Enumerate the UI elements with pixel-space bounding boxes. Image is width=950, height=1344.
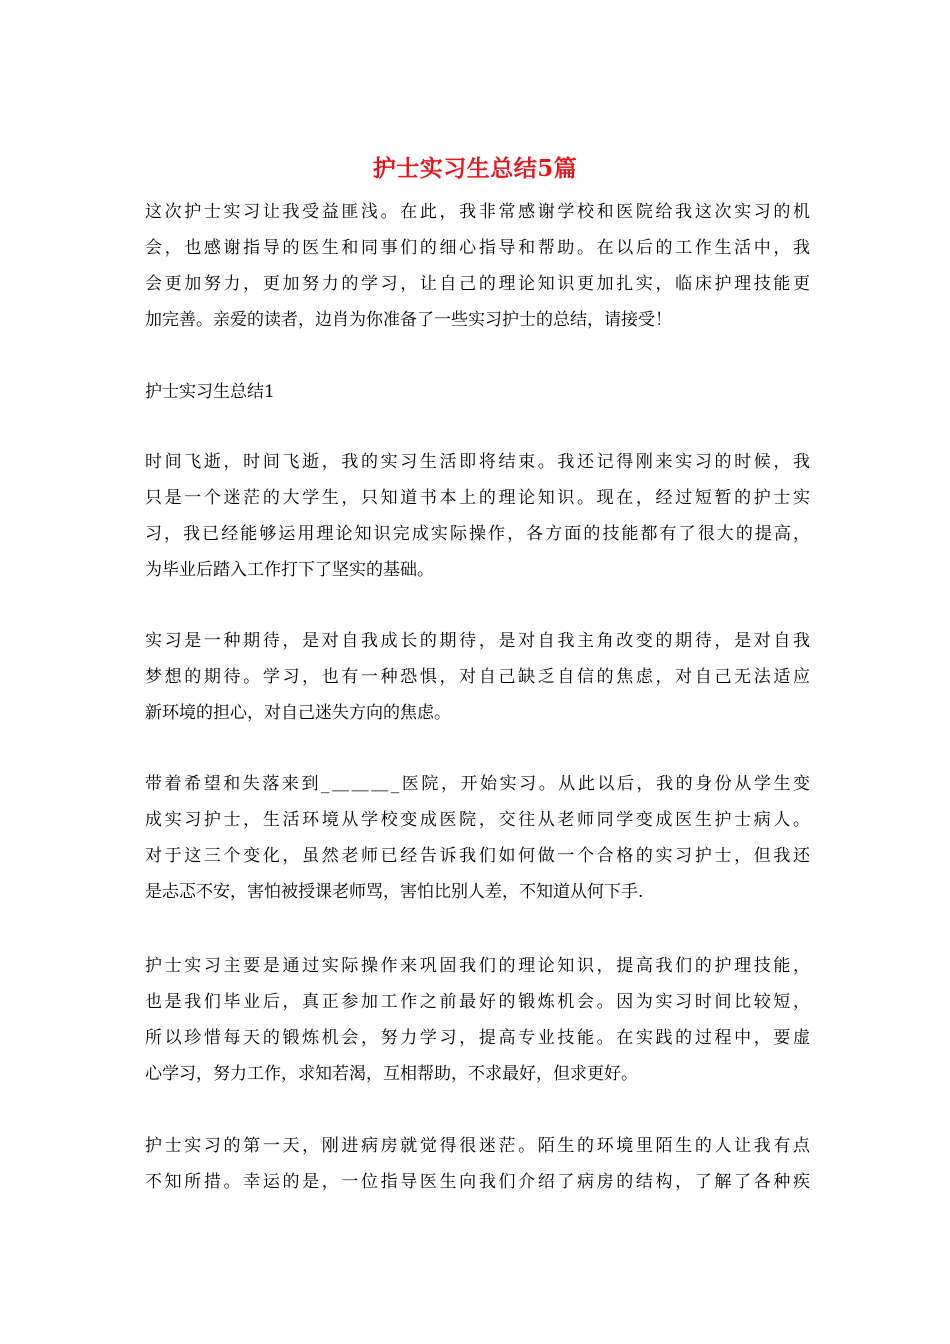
paragraph-line: 习，我已经能够运用理论知识完成实际操作，各方面的技能都有了很大的提高，	[145, 524, 810, 544]
body-paragraph	[145, 1128, 810, 1200]
paragraph-line: 是忐忑不安，害怕被授课老师骂，害怕比别人差，不知道从何下手.	[145, 882, 644, 902]
section-heading-text: 护士实习生总结1	[145, 382, 275, 402]
paragraph-line: 加完善。亲爱的读者，边肖为你准备了一些实习护士的总结，请接受！	[145, 310, 672, 330]
paragraph-line: 只是一个迷茫的大学生，只知道书本上的理论知识。现在，经过短暂的护士实	[145, 488, 810, 508]
paragraph-line: 为毕业后踏入工作打下了坚实的基础。	[145, 560, 434, 580]
paragraph-line: 会，也感谢指导的医生和同事们的细心指导和帮助。在以后的工作生活中，我	[145, 238, 810, 258]
paragraph-line: 梦想的期待。学习，也有一种恐惧，对自己缺乏自信的焦虑，对自己无法适应	[145, 667, 810, 687]
paragraph-line: 也是我们毕业后，真正参加工作之前最好的锻炼机会。因为实习时间比较短，	[145, 992, 810, 1012]
paragraph-line: 实习是一种期待，是对自我成长的期待，是对自我主角改变的期待，是对自我	[145, 631, 810, 651]
paragraph-line: 心学习，努力工作，求知若渴，互相帮助，不求最好，但求更好。	[145, 1064, 638, 1084]
body-paragraph	[145, 444, 810, 588]
paragraph-line: 成实习护士，生活环境从学校变成医院，交往从老师同学变成医生护士病人。	[145, 810, 810, 830]
body-paragraph	[145, 766, 810, 910]
paragraph-line: 会更加努力，更加努力的学习，让自己的理论知识更加扎实，临床护理技能更	[145, 274, 810, 294]
paragraph-line: 对于这三个变化，虽然老师已经告诉我们如何做一个合格的实习护士，但我还	[145, 846, 810, 866]
body-paragraph	[145, 623, 810, 731]
paragraph-line: 所以珍惜每天的锻炼机会，努力学习，提高专业技能。在实践的过程中，要虚	[145, 1028, 810, 1048]
paragraph-line: 不知所措。幸运的是，一位指导医生向我们介绍了病房的结构，了解了各种疾	[145, 1172, 810, 1192]
paragraph-line: 护士实习的第一天，刚进病房就觉得很迷茫。陌生的环境里陌生的人让我有点	[145, 1136, 810, 1156]
paragraph-line: 时间飞逝，时间飞逝，我的实习生活即将结束。我还记得刚来实习的时候，我	[145, 452, 810, 472]
body-paragraph	[145, 948, 810, 1092]
paragraph-line: 这次护士实习让我受益匪浅。在此，我非常感谢学校和医院给我这次实习的机	[145, 202, 810, 222]
paragraph-line: 护士实习主要是通过实际操作来巩固我们的理论知识，提高我们的护理技能，	[145, 956, 810, 976]
paragraph-line: 新环境的担心，对自己迷失方向的焦虑。	[145, 703, 451, 723]
section-heading	[145, 374, 810, 410]
document-title: 护士实习生总结5篇	[372, 155, 578, 182]
paragraph-line: 带着希望和失落来到_＿＿＿_医院，开始实习。从此以后，我的身份从学生变	[145, 774, 810, 794]
intro-paragraph	[145, 194, 810, 338]
